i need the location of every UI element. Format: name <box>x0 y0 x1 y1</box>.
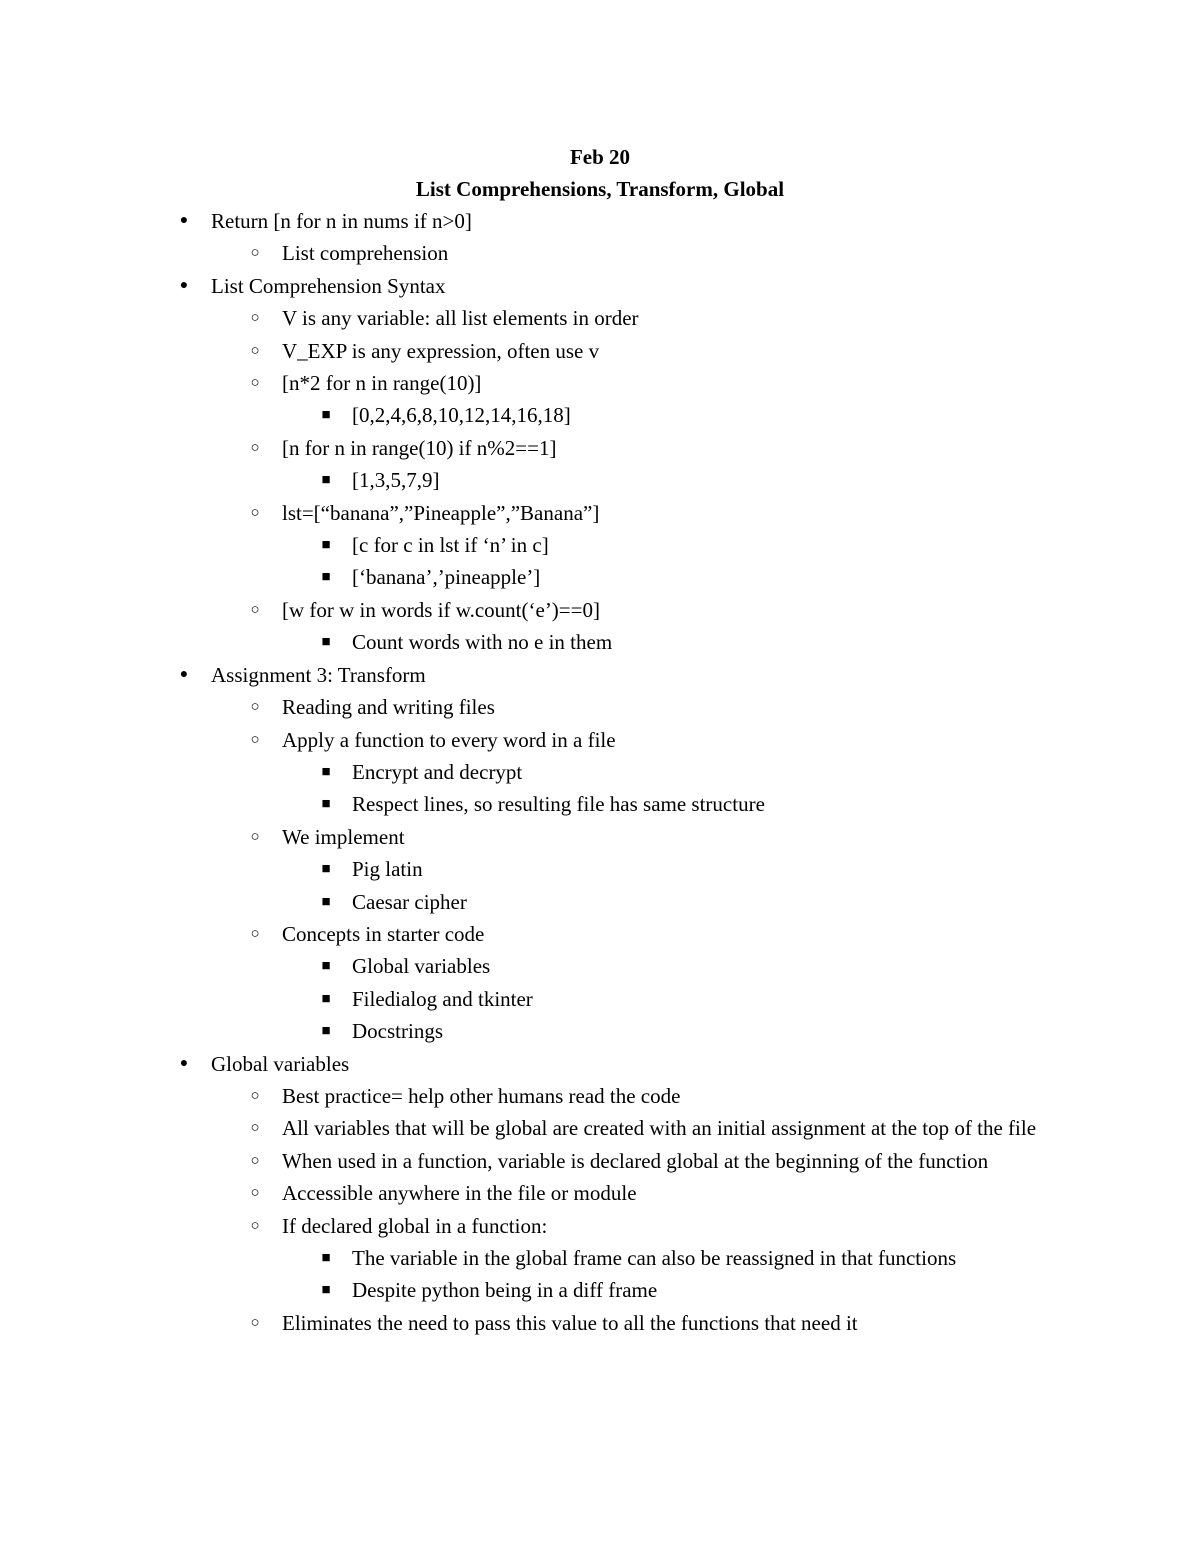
bullet-text: Global variables <box>211 1051 350 1076</box>
sub-bullet-text: [n*2 for n in range(10)] <box>282 371 482 396</box>
sub-sub-bullet-item <box>0 561 1200 593</box>
sub-sub-bullet-item <box>0 983 1200 1015</box>
sub-bullet-item <box>0 1210 1200 1242</box>
circle-marker-icon: ○ <box>250 1087 260 1104</box>
sub-sub-bullet-text: [c for c in lst if ‘n’ in c] <box>352 533 549 558</box>
sub-bullet-item <box>0 302 1200 334</box>
sub-bullet-item <box>0 1145 1072 1177</box>
square-marker-icon: ■ <box>321 407 331 424</box>
bullet-text: Assignment 3: Transform <box>211 662 426 687</box>
sub-bullet-item <box>0 1112 1072 1144</box>
square-marker-icon: ■ <box>321 1023 331 1040</box>
sub-sub-bullet-text: [‘banana’,’pineapple’] <box>352 565 541 590</box>
sub-sub-bullet-text: Docstrings <box>352 1019 443 1044</box>
bullet-item <box>0 205 1200 237</box>
sub-bullet-text: Reading and writing files <box>282 695 495 720</box>
document-title: List Comprehensions, Transform, Global <box>415 177 785 201</box>
sub-sub-bullet-text: The variable in the global frame can also be reassigned in that functions <box>352 1246 957 1270</box>
circle-marker-icon: ○ <box>250 731 260 748</box>
sub-bullet-text: lst=[“banana”,”Pineapple”,”Banana”] <box>282 500 600 525</box>
sub-bullet-text: All variables that will be global are created with an initial assignment at the top of the file <box>282 1116 1037 1141</box>
square-marker-icon: ■ <box>321 763 331 780</box>
square-marker-icon: ■ <box>321 634 331 651</box>
sub-sub-bullet-text: Pig latin <box>352 857 423 882</box>
sub-sub-bullet-text: Respect lines, so resulting file has same structure <box>352 792 765 817</box>
bullet-marker-icon: ● <box>179 277 189 293</box>
sub-sub-bullet-item <box>0 1015 1200 1047</box>
circle-marker-icon: ○ <box>250 375 260 392</box>
notes-outline <box>0 205 1200 1339</box>
sub-sub-bullet-item <box>0 788 1200 820</box>
sub-bullet-text: Concepts in starter code <box>282 921 485 946</box>
sub-bullet-text: V_EXP is any expression, often use v <box>282 338 600 363</box>
sub-sub-bullet-item <box>0 626 1200 658</box>
circle-marker-icon: ○ <box>250 828 260 845</box>
circle-marker-icon: ○ <box>250 245 260 262</box>
sub-sub-bullet-text: Encrypt and decrypt <box>352 759 523 784</box>
sub-sub-bullet-text: Caesar cipher <box>352 889 467 914</box>
square-marker-icon: ■ <box>321 537 331 554</box>
sub-bullet-text: Eliminates the need to pass this value to all the functions that need it <box>282 1310 858 1335</box>
bullet-marker-icon: ● <box>179 1055 189 1071</box>
sub-bullet-item <box>0 821 1200 853</box>
document-date: Feb 20 <box>569 145 631 169</box>
circle-marker-icon: ○ <box>250 1152 260 1169</box>
sub-bullet-item <box>0 724 1200 756</box>
sub-bullet-item <box>0 1080 1200 1112</box>
sub-bullet-item <box>0 1307 1200 1339</box>
sub-sub-bullet-item <box>0 1274 1200 1306</box>
sub-bullet-item <box>0 594 1200 626</box>
sub-bullet-item <box>0 367 1200 399</box>
sub-bullet-text: V is any variable: all list elements in order <box>282 306 639 331</box>
circle-marker-icon: ○ <box>250 1217 260 1234</box>
sub-bullet-text: Apply a function to every word in a file <box>282 727 616 752</box>
sub-sub-bullet-item <box>0 464 1200 496</box>
circle-marker-icon: ○ <box>250 1120 260 1137</box>
sub-bullet-text: List comprehension <box>282 241 449 266</box>
sub-bullet-text: When used in a function, variable is declared global at the beginning of the function <box>282 1148 989 1173</box>
sub-bullet-text: If declared global in a function: <box>282 1213 548 1238</box>
square-marker-icon: ■ <box>321 569 331 586</box>
circle-marker-icon: ○ <box>250 439 260 456</box>
circle-marker-icon: ○ <box>250 1314 260 1331</box>
square-marker-icon: ■ <box>321 990 331 1007</box>
sub-bullet-text: Best practice= help other humans read the code <box>282 1083 681 1108</box>
sub-sub-bullet-text: Global variables <box>352 954 491 979</box>
circle-marker-icon: ○ <box>250 310 260 327</box>
bullet-marker-icon: ● <box>179 213 189 228</box>
bullet-marker-icon: ● <box>179 666 189 682</box>
square-marker-icon: ■ <box>321 1250 331 1266</box>
square-marker-icon: ■ <box>321 861 331 878</box>
sub-bullet-text: We implement <box>282 824 405 849</box>
sub-sub-bullet-item <box>0 950 1200 982</box>
bullet-item <box>0 659 1200 691</box>
sub-bullet-item <box>0 432 1200 464</box>
sub-sub-bullet-item <box>0 886 1200 918</box>
sub-bullet-item <box>0 691 1200 723</box>
sub-sub-bullet-item <box>0 1242 1200 1274</box>
bullet-text: List Comprehension Syntax <box>211 273 446 298</box>
sub-sub-bullet-text: [1,3,5,7,9] <box>352 468 440 493</box>
sub-sub-bullet-item <box>0 529 1200 561</box>
square-marker-icon: ■ <box>321 893 331 910</box>
circle-marker-icon: ○ <box>250 342 260 359</box>
sub-bullet-text: [n for n in range(10) if n%2==1] <box>282 435 557 460</box>
circle-marker-icon: ○ <box>250 601 260 618</box>
sub-bullet-item <box>0 497 1200 529</box>
circle-marker-icon: ○ <box>250 1185 260 1202</box>
circle-marker-icon: ○ <box>250 699 260 716</box>
sub-bullet-text: Accessible anywhere in the file or module <box>282 1181 637 1206</box>
sub-bullet-item <box>0 237 1200 269</box>
sub-bullet-item <box>0 335 1200 367</box>
sub-sub-bullet-item <box>0 756 1200 788</box>
sub-sub-bullet-item <box>0 399 1200 431</box>
circle-marker-icon: ○ <box>250 925 260 942</box>
sub-bullet-item <box>0 918 1200 950</box>
sub-sub-bullet-text: Count words with no e in them <box>352 630 613 655</box>
circle-marker-icon: ○ <box>250 504 260 521</box>
square-marker-icon: ■ <box>321 1282 331 1299</box>
bullet-text: Return [n for n in nums if n>0] <box>211 209 472 233</box>
square-marker-icon: ■ <box>321 958 331 975</box>
sub-sub-bullet-item <box>0 853 1200 885</box>
square-marker-icon: ■ <box>321 796 331 813</box>
sub-sub-bullet-text: Filedialog and tkinter <box>352 986 533 1011</box>
sub-sub-bullet-text: [0,2,4,6,8,10,12,14,16,18] <box>352 403 571 428</box>
sub-sub-bullet-text: Despite python being in a diff frame <box>352 1278 658 1303</box>
sub-bullet-item <box>0 1177 1200 1209</box>
bullet-item <box>0 1048 1200 1080</box>
bullet-item <box>0 270 1200 302</box>
square-marker-icon: ■ <box>321 472 331 489</box>
sub-bullet-text: [w for w in words if w.count(‘e’)==0] <box>282 597 600 622</box>
